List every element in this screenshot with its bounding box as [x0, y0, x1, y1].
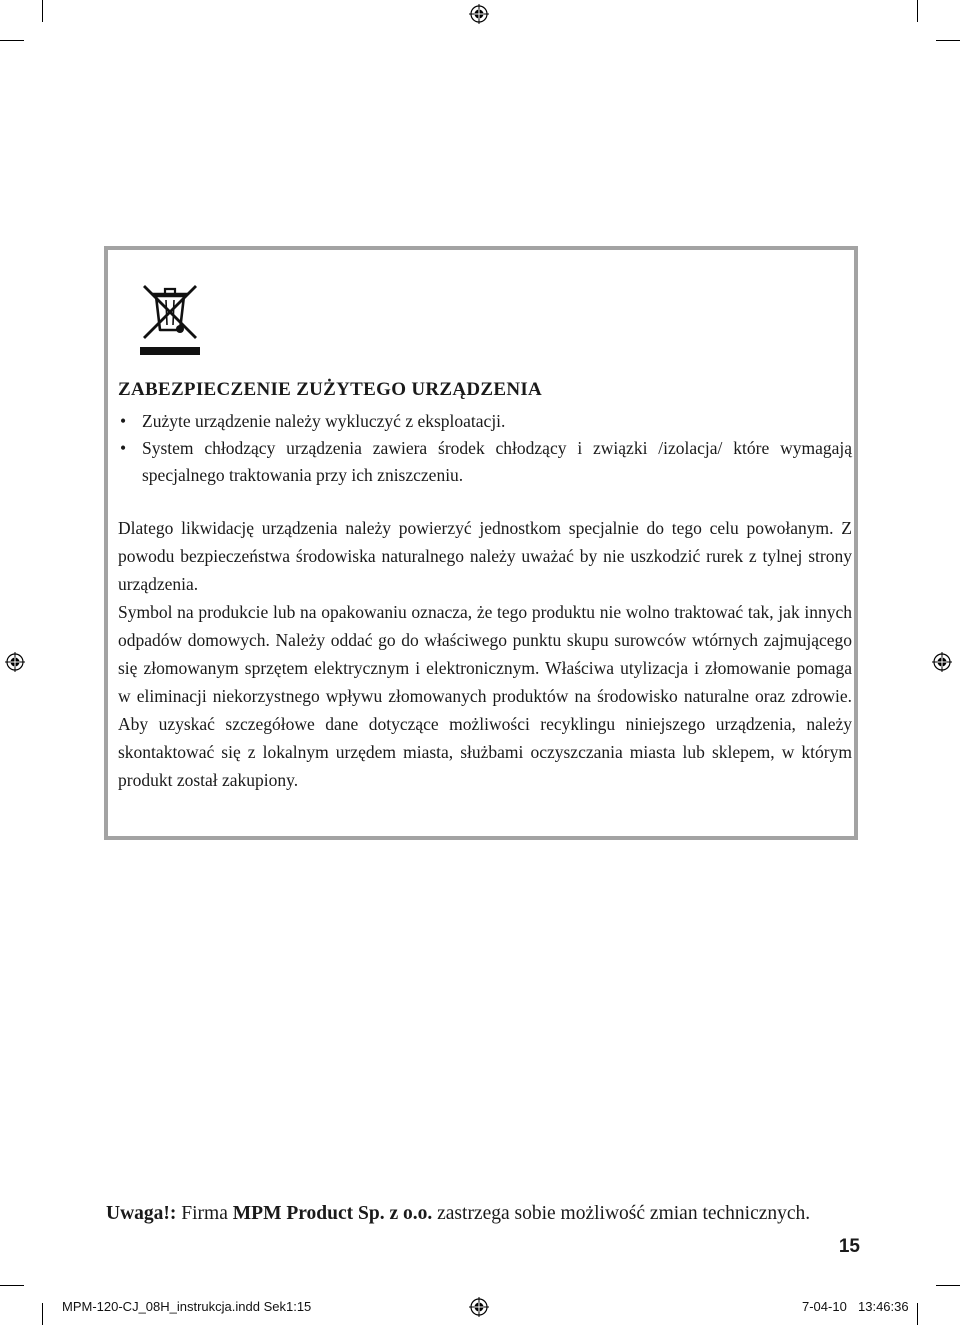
crop-mark-icon [917, 1303, 918, 1325]
crop-mark-icon [936, 40, 960, 41]
bullet-text: System chłodzący urządzenia zawiera środek chłodzący i związki /izolacja/ które wymagają specjalnego traktowania przy ich zniszczeniu. [142, 438, 852, 485]
registration-mark-icon [469, 1297, 489, 1317]
crop-mark-icon [917, 0, 918, 22]
list-item: • Zużyte urządzenie należy wykluczyć z eksploatacji. [120, 411, 506, 431]
weee-crossed-bin-icon [140, 280, 200, 356]
slug-time: 13:46:36 [858, 1299, 909, 1314]
footer-text-2: zastrzega sobie możliwość zmian technicznych. [432, 1203, 811, 1224]
slug-date: 7-04-10 [802, 1299, 847, 1314]
bullet-text: Zużyte urządzenie należy wykluczyć z eksploatacji. [142, 411, 506, 431]
slug-file-name: MPM-120-CJ_08H_instrukcja.indd Sek1:15 [62, 1299, 312, 1314]
page-number: 15 [838, 1236, 860, 1257]
registration-mark-icon [469, 4, 489, 24]
list-item: • System chłodzący urządzenia zawiera środek chłodzący i związki /izolacja/ które wymagają specjalnego traktowania przy ich zniszczeniu. [120, 438, 852, 485]
crop-mark-icon [42, 0, 43, 22]
footer-text-1: Firma [176, 1203, 233, 1224]
registration-mark-icon [5, 652, 25, 672]
uwaga-label: Uwaga!: [106, 1203, 177, 1224]
notice-paragraph-1: Dlatego likwidację urządzenia należy powierzyć jednostkom specjalnie do tego celu powołanym. Z powodu bezpieczeństwa środowiska naturalnego należy uważać by nie uszkodzić rurek z tylnej strony urządzenia. [118, 518, 852, 594]
footer-disclaimer [106, 1203, 866, 1225]
company-name: MPM Product Sp. z o.o. [232, 1203, 433, 1224]
crop-mark-icon [936, 1285, 960, 1286]
disposal-notice-box [104, 246, 858, 840]
notice-title: ZABEZPIECZENIE ZUŻYTEGO URZĄDZENIA [118, 379, 543, 400]
registration-mark-icon [932, 652, 952, 672]
notice-bullet-list [118, 408, 852, 489]
notice-paragraph-2: Symbol na produkcie lub na opakowaniu oznacza, że tego produktu nie wolno traktować tak, jak innych odpadów domowych. Należy oddać go do właściwego punktu skupu surowców wtórnych zajmującego się złomowanym sprzętem elektrycznym i elektronicznym. Właściwa utylizacja i złomowanie pomaga w eliminacji niekorzystnego wpływu złomowanych produktów na środowisko naturalne oraz zdrowie. Aby uzyskać szczegółowe dane dotyczące możliwości recyklingu niniejszego urządzenia, należy skontaktować się z lokalnym urzędem miasta, służbami oczyszczania miasta lub sklepem, w którym produkt został zakupiony. [118, 602, 852, 790]
crop-mark-icon [42, 1303, 43, 1325]
crop-mark-icon [0, 40, 24, 41]
crop-mark-icon [0, 1285, 24, 1286]
